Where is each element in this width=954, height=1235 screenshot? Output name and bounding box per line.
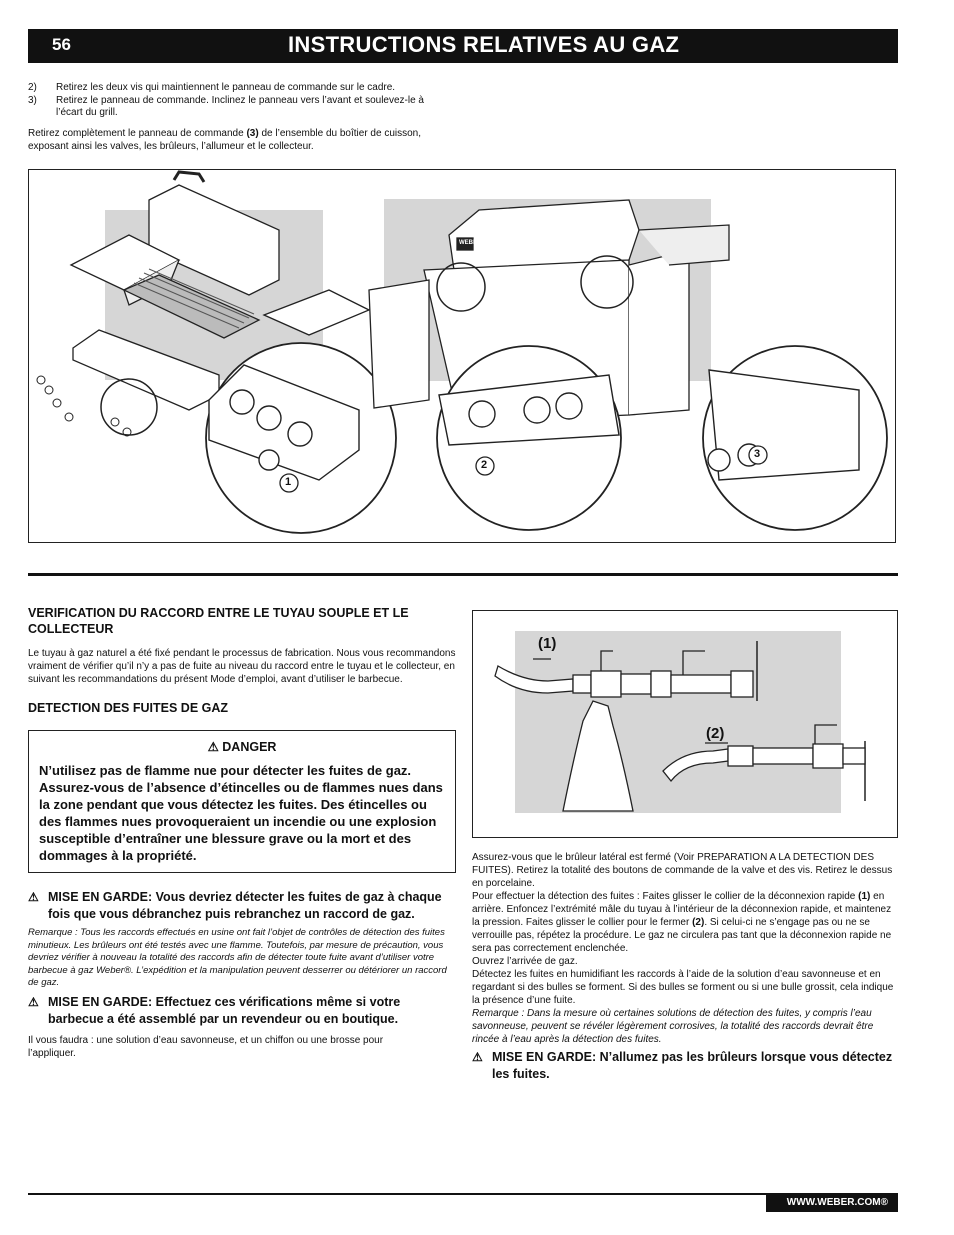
warning-triangle-icon: ⚠	[28, 890, 39, 904]
section-heading: VERIFICATION DU RACCORD ENTRE LE TUYAU SOUPLE ET LE COLLECTEUR	[28, 606, 409, 636]
hose-connection-illustration	[473, 611, 897, 837]
warning-triangle-icon: ⚠	[207, 740, 219, 754]
page-title: INSTRUCTIONS RELATIVES AU GAZ	[288, 32, 680, 57]
step-item	[28, 95, 468, 120]
callout-2: 2	[481, 459, 488, 471]
subheading-leaks: DETECTION DES FUITES DE GAZ	[28, 701, 229, 715]
right-para-2-text: Pour effectuer la détection des fuites : Faites glisser le collier de la déconnexion rapide	[472, 891, 859, 902]
weber-logo: WEBER	[459, 240, 482, 246]
footer-url-tab	[766, 1195, 898, 1212]
intro-paragraph	[28, 127, 428, 153]
right-para-4: Détectez les fuites en humidifiant les raccords à l’aide de la solution d’eau savonneuse et en regardant si des bulles se forment. Si des bulles se forment ou si une bulle grossit, cela indique la présence d’une fuite.	[472, 969, 894, 1006]
hose-label-1: (1)	[538, 635, 557, 652]
danger-title-text: DANGER	[222, 740, 277, 754]
grill-illustration	[29, 170, 895, 542]
warning-1	[28, 889, 456, 923]
warning-3-text: MISE EN GARDE: N’allumez pas les brûleurs lorsque vous détectez les fuites.	[492, 1050, 893, 1081]
right-para-2-bold-2: (2)	[692, 917, 705, 928]
remark-paragraph: Remarque : Tous les raccords effectués en usine ont fait l’objet de contrôles de détection des fuites minutieux. Les brûleurs ont été testés avec une flamme. Toutefois, par mesure de précaution, vous devriez vérifier à nouveau la totalité des raccords afin de détecter toute fuite avant d’utiliser votre barbecue à gaz Weber®. L’expédition et la manipulation peuvent desserrer ou détériorer un raccord de gaz.	[28, 927, 447, 988]
callout-3: 3	[754, 448, 761, 460]
step-text: Retirez les deux vis qui maintiennent le panneau de commande sur le cadre.	[56, 82, 396, 93]
right-para-2	[472, 890, 896, 955]
right-para-2-text-3: . Si celui-ci ne s’engage pas ou ne se verrouille pas, répétez la procédure. Le gaz ne circulera pas tant que la déconnexion rapide ne sera pas correctement enclenchée.	[472, 917, 892, 954]
warning-triangle-icon: ⚠	[472, 1050, 483, 1064]
right-para-1: Assurez-vous que le brûleur latéral est fermé (Voir PREPARATION A LA DETECTION DES FUITES). Retirez la totalité des boutons de commande de la valve et des vis. Retirez le dessus en porcelaine.	[472, 852, 893, 889]
step-item	[28, 82, 468, 95]
step-text: Retirez le panneau de commande. Inclinez le panneau vers l’avant et soulevez-le à l’écart du grill.	[56, 94, 424, 118]
hose-label-2: (2)	[706, 725, 725, 742]
danger-text: N’utilisez pas de flamme nue pour détecter les fuites de gaz. Assurez-vous de l’absence d’étincelles ou de flammes nues dans la zone pendant que vous détectez les fuites. Des étincelles ou des flammes nues provoqueraient un incendie ou une explosion susceptible d’entraîner une blessure grave ou la mort et des dommages à la propriété.	[39, 763, 443, 863]
warning-triangle-icon: ⚠	[28, 994, 39, 1009]
step-number: 2)	[28, 82, 37, 93]
footer-url: WWW.WEBER.COM®	[786, 1197, 888, 1208]
page-header	[28, 29, 898, 63]
right-column	[472, 851, 896, 1083]
right-para-2-text-2: en arrière. Enfoncez l’extrémité mâle du tuyau à l’intérieur de la déconnexion rapide, et maintenez la pression. Faites glisser le collier pour le fermer	[472, 891, 892, 928]
left-column	[28, 605, 456, 1060]
supplies-paragraph: Il vous faudra : une solution d’eau savonneuse, et un chiffon ou une brosse pour l’appliquer.	[28, 1034, 384, 1059]
steps-list	[28, 82, 468, 120]
right-para-2-bold-1: (1)	[858, 891, 871, 902]
right-para-3: Ouvrez l’arrivée de gaz.	[472, 956, 578, 967]
page-number: 56	[52, 35, 71, 54]
callout-1: 1	[285, 476, 292, 488]
warning-1-text: MISE EN GARDE: Vous devriez détecter les fuites de gaz à chaque fois que vous débranchez puis rebranchez un raccord de gaz.	[48, 890, 442, 921]
danger-box	[28, 730, 456, 873]
intro-text-end: de l’ensemble du boîtier de cuisson, exposant ainsi les valves, les brûleurs, l’allumeur et le collecteur.	[28, 128, 422, 152]
warning-2-text: MISE EN GARDE: Effectuez ces vérifications même si votre barbecue a été assemblé par un revendeur ou en boutique.	[48, 994, 401, 1026]
danger-title	[39, 739, 445, 754]
intro-paragraph-hose: Le tuyau à gaz naturel a été fixé pendant le processus de fabrication. Nous vous recommandons vraiment de vérifier qu’il n’y a pas de fuite au niveau du raccord entre le tuyau et le collecteur, en suivant les recommandations du présent Mode d’emploi, avant d’utiliser le barbecue.	[28, 648, 456, 685]
section-divider	[28, 573, 898, 576]
step-number: 3)	[28, 94, 37, 106]
intro-bold: (3)	[246, 128, 259, 139]
grill-illustration-figure	[28, 169, 896, 543]
hose-connection-figure	[472, 610, 898, 838]
intro-text: Retirez complètement le panneau de commande	[28, 128, 247, 139]
warning-2	[28, 994, 456, 1028]
warning-3	[472, 1049, 896, 1083]
right-remark: Remarque : Dans la mesure où certaines solutions de détection des fuites, y compris l’eau savonneuse, peuvent se révéler légèrement corrosives, la totalité des raccords devrait être rincée à l’eau après la détection des fuites.	[472, 1008, 874, 1045]
